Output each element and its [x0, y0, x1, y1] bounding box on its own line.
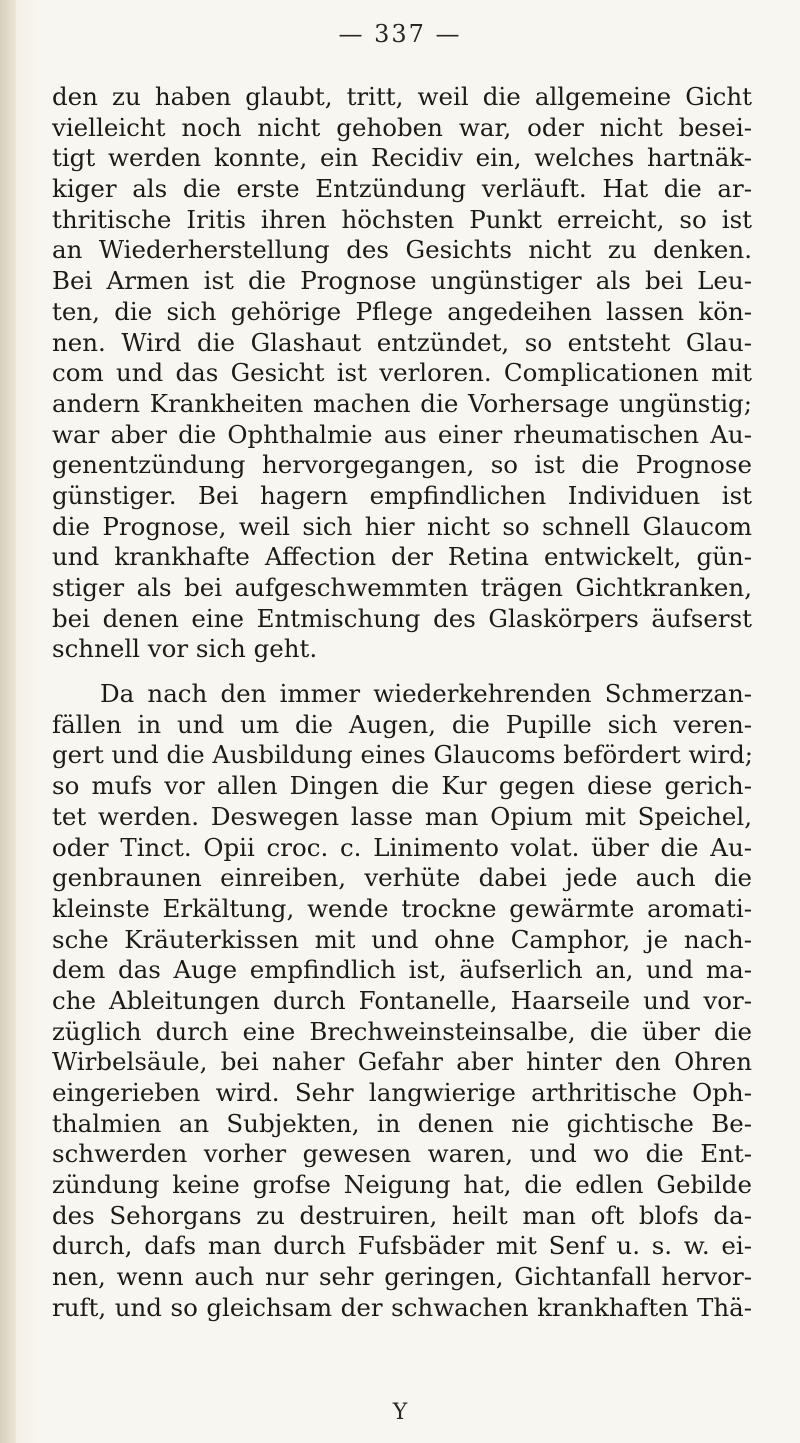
paragraph-1 — [52, 82, 752, 665]
text-line: nen, wenn auch nur sehr geringen, Gichtanfall hervor- — [52, 1262, 752, 1292]
text-line: thritische Iritis ihren höchsten Punkt erreicht, so ist — [52, 204, 752, 234]
page-binding-edge — [0, 0, 16, 1443]
text-line: nen. Wird die Glashaut entzündet, so entsteht Glau- — [52, 327, 752, 357]
text-line: che Ableitungen durch Fontanelle, Haarseile und vor- — [52, 985, 752, 1015]
text-line: bei denen eine Entmischung des Glaskörpers äufserst — [52, 603, 752, 633]
text-line: genbraunen einreiben, verhüte dabei jede auch die — [52, 863, 752, 893]
text-line: ruft, und so gleichsam der schwachen krankhaften Thä- — [52, 1292, 752, 1322]
text-line: ten, die sich gehörige Pflege angedeihen lassen kön- — [52, 296, 752, 326]
text-line: Da nach den immer wiederkehrenden Schmerzan- — [100, 679, 752, 709]
paragraph-2 — [52, 679, 752, 1323]
text-line: so mufs vor allen Dingen die Kur gegen diese gerich- — [52, 771, 752, 801]
text-line: gert und die Ausbildung eines Glaucoms befördert wird; — [52, 740, 754, 770]
text-line: com und das Gesicht ist verloren. Complicationen mit — [52, 358, 752, 388]
text-line: die Prognose, weil sich hier nicht so schnell Glaucom — [52, 511, 752, 541]
text-line: züglich durch eine Brechweinsteinsalbe, die über die — [52, 1016, 752, 1046]
text-line: Wirbelsäule, bei naher Gefahr aber hinter den Ohren — [52, 1047, 752, 1077]
text-line: an Wiederherstellung des Gesichts nicht zu denken. — [52, 235, 752, 265]
text-line: tet werden. Deswegen lasse man Opium mit Speichel, — [52, 801, 752, 831]
text-line: günstiger. Bei hagern empfindlichen Individuen ist — [52, 480, 752, 510]
text-line: andern Krankheiten machen die Vorhersage ungünstig; — [52, 388, 752, 418]
text-line: thalmien an Subjekten, in denen nie gichtische Be- — [52, 1108, 752, 1138]
text-line: tigt werden konnte, ein Recidiv ein, welches hartnäk- — [52, 143, 752, 173]
text-line: und krankhafte Affection der Retina entwickelt, gün- — [52, 542, 752, 572]
text-line: kiger als die erste Entzündung verläuft. Hat die ar- — [52, 174, 752, 204]
page-number: — 337 — — [338, 20, 462, 48]
text-line: des Sehorgans zu destruiren, heilt man oft blofs da- — [52, 1200, 752, 1230]
text-line: fällen in und um die Augen, die Pupille sich veren- — [52, 709, 752, 739]
text-line: oder Tinct. Opii croc. c. Linimento volat. über die Au- — [52, 832, 752, 862]
text-line: schnell vor sich geht. — [52, 634, 318, 664]
body-text — [52, 82, 752, 1324]
text-line: sche Kräuterkissen mit und ohne Camphor, je nach- — [52, 924, 752, 954]
text-line: vielleicht noch nicht gehoben war, oder nicht besei- — [52, 112, 752, 142]
text-line: eingerieben wird. Sehr langwierige arthritische Oph- — [52, 1078, 752, 1107]
text-line: dem das Auge empfindlich ist, äufserlich an, und ma- — [52, 955, 752, 985]
signature-mark: Y — [392, 1400, 408, 1425]
text-line: genentzündung hervorgegangen, so ist die Prognose — [52, 450, 752, 480]
text-line: war aber die Ophthalmie aus einer rheumatischen Au- — [52, 419, 752, 449]
text-line: schwerden vorher gewesen waren, und wo die Ent- — [52, 1139, 752, 1169]
text-line: Bei Armen ist die Prognose ungünstiger als bei Leu- — [52, 266, 752, 296]
text-line: zündung keine grofse Neigung hat, die edlen Gebilde — [52, 1170, 752, 1200]
text-line: den zu haben glaubt, tritt, weil die allgemeine Gicht — [52, 82, 752, 111]
paragraph-gap — [52, 665, 752, 679]
text-line: stiger als bei aufgeschwemmten trägen Gichtkranken, — [52, 573, 752, 602]
text-line: kleinste Erkältung, wende trockne gewärmte aromati- — [52, 893, 752, 923]
text-line: durch, dafs man durch Fufsbäder mit Senf u. s. w. ei- — [52, 1231, 752, 1261]
